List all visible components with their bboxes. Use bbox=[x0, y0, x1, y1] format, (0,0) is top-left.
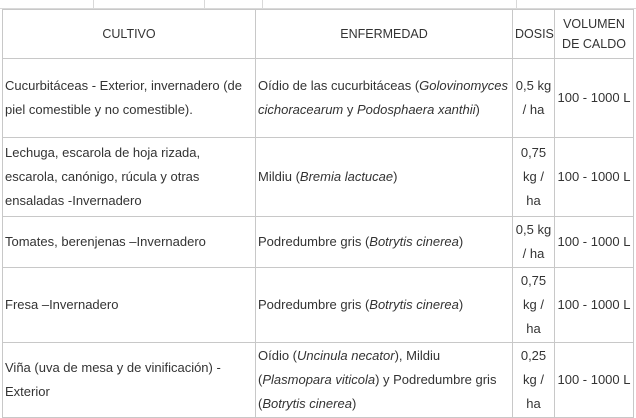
header-volumen-line2: DE CALDO bbox=[562, 37, 626, 51]
cell-cultivo: Lechuga, escarola de hoja rizada, escarola, canónigo, rúcula y otras ensaladas -Invernadero bbox=[3, 138, 256, 217]
cell-divider bbox=[204, 0, 205, 8]
disease-text: ) bbox=[475, 102, 480, 117]
species-name: Botrytis cinerea bbox=[369, 234, 459, 249]
cell-enfermedad bbox=[256, 217, 513, 268]
table-row bbox=[3, 268, 634, 343]
cell-cultivo: Fresa –Invernadero bbox=[3, 268, 256, 343]
cell-dosis: 0,5 kg / ha bbox=[513, 217, 555, 268]
disease-text: ( bbox=[414, 78, 420, 93]
disease-text: Oídio ( bbox=[258, 348, 298, 363]
table-row bbox=[3, 217, 634, 268]
disease-text: ) bbox=[351, 396, 357, 411]
species-name: Plasmopara viticola bbox=[262, 372, 376, 387]
table-row bbox=[3, 138, 634, 217]
species-name: Bremia lactucae bbox=[299, 169, 394, 184]
cell-volumen: 100 - 1000 L bbox=[555, 59, 634, 138]
cell-enfermedad bbox=[256, 138, 513, 217]
cell-enfermedad bbox=[256, 343, 513, 418]
cell-volumen: 100 - 1000 L bbox=[555, 138, 634, 217]
disease-text: Podredumbre gris ( bbox=[258, 234, 370, 249]
disease-text: Podredumbre gris ( bbox=[258, 297, 370, 312]
cell-dosis: 0,75 kg / ha bbox=[513, 138, 555, 217]
cell-dosis: 0,25 kg / ha bbox=[513, 343, 555, 418]
dosage-table bbox=[2, 9, 634, 418]
species-name: Botrytis cinerea bbox=[369, 297, 459, 312]
cell-cultivo: Viña (uva de mesa y de vinificación) -Exterior bbox=[3, 343, 256, 418]
disease-text: Oídio de las cucurbitáceas bbox=[258, 78, 415, 93]
cell-cultivo: Cucurbitáceas - Exterior, invernadero (de piel comestible y no comestible). bbox=[3, 59, 256, 138]
cell-dosis: 0,75 kg / ha bbox=[513, 268, 555, 343]
header-enfermedad: ENFERMEDAD bbox=[256, 10, 513, 59]
cell-enfermedad bbox=[256, 268, 513, 343]
species-name: Uncinula necator bbox=[297, 348, 395, 363]
cell-divider bbox=[516, 0, 517, 8]
cell-divider bbox=[93, 0, 94, 8]
cell-volumen: 100 - 1000 L bbox=[555, 217, 634, 268]
disease-text: ) bbox=[458, 234, 464, 249]
header-volumen bbox=[555, 10, 634, 59]
disease-text: ), Mildiu ( bbox=[258, 348, 441, 387]
cell-cultivo: Tomates, berenjenas –Invernadero bbox=[3, 217, 256, 268]
cell-volumen: 100 - 1000 L bbox=[555, 268, 634, 343]
species-name: Podosphaera xanthii bbox=[357, 102, 476, 117]
disease-text: ) bbox=[393, 169, 398, 184]
disease-text: y bbox=[343, 102, 357, 117]
cell-enfermedad bbox=[256, 59, 513, 138]
table-row bbox=[3, 59, 634, 138]
header-volumen-line1: VOLUMEN bbox=[563, 17, 625, 31]
cell-divider bbox=[262, 0, 263, 8]
cell-dosis: 0,5 kg / ha bbox=[513, 59, 555, 138]
species-name: Golovinomyces cichoracearum bbox=[258, 78, 509, 117]
species-name: Botrytis cinerea bbox=[262, 396, 352, 411]
previous-table-edge bbox=[0, 0, 636, 9]
cell-volumen: 100 - 1000 L bbox=[555, 343, 634, 418]
table-header-row bbox=[3, 10, 634, 59]
disease-text: Mildiu ( bbox=[258, 169, 300, 184]
table-row bbox=[3, 343, 634, 418]
header-cultivo: CULTIVO bbox=[3, 10, 256, 59]
disease-text: ) y Podredumbre gris ( bbox=[258, 372, 497, 411]
header-dosis: DOSIS bbox=[513, 10, 555, 59]
disease-text: ) bbox=[458, 297, 464, 312]
